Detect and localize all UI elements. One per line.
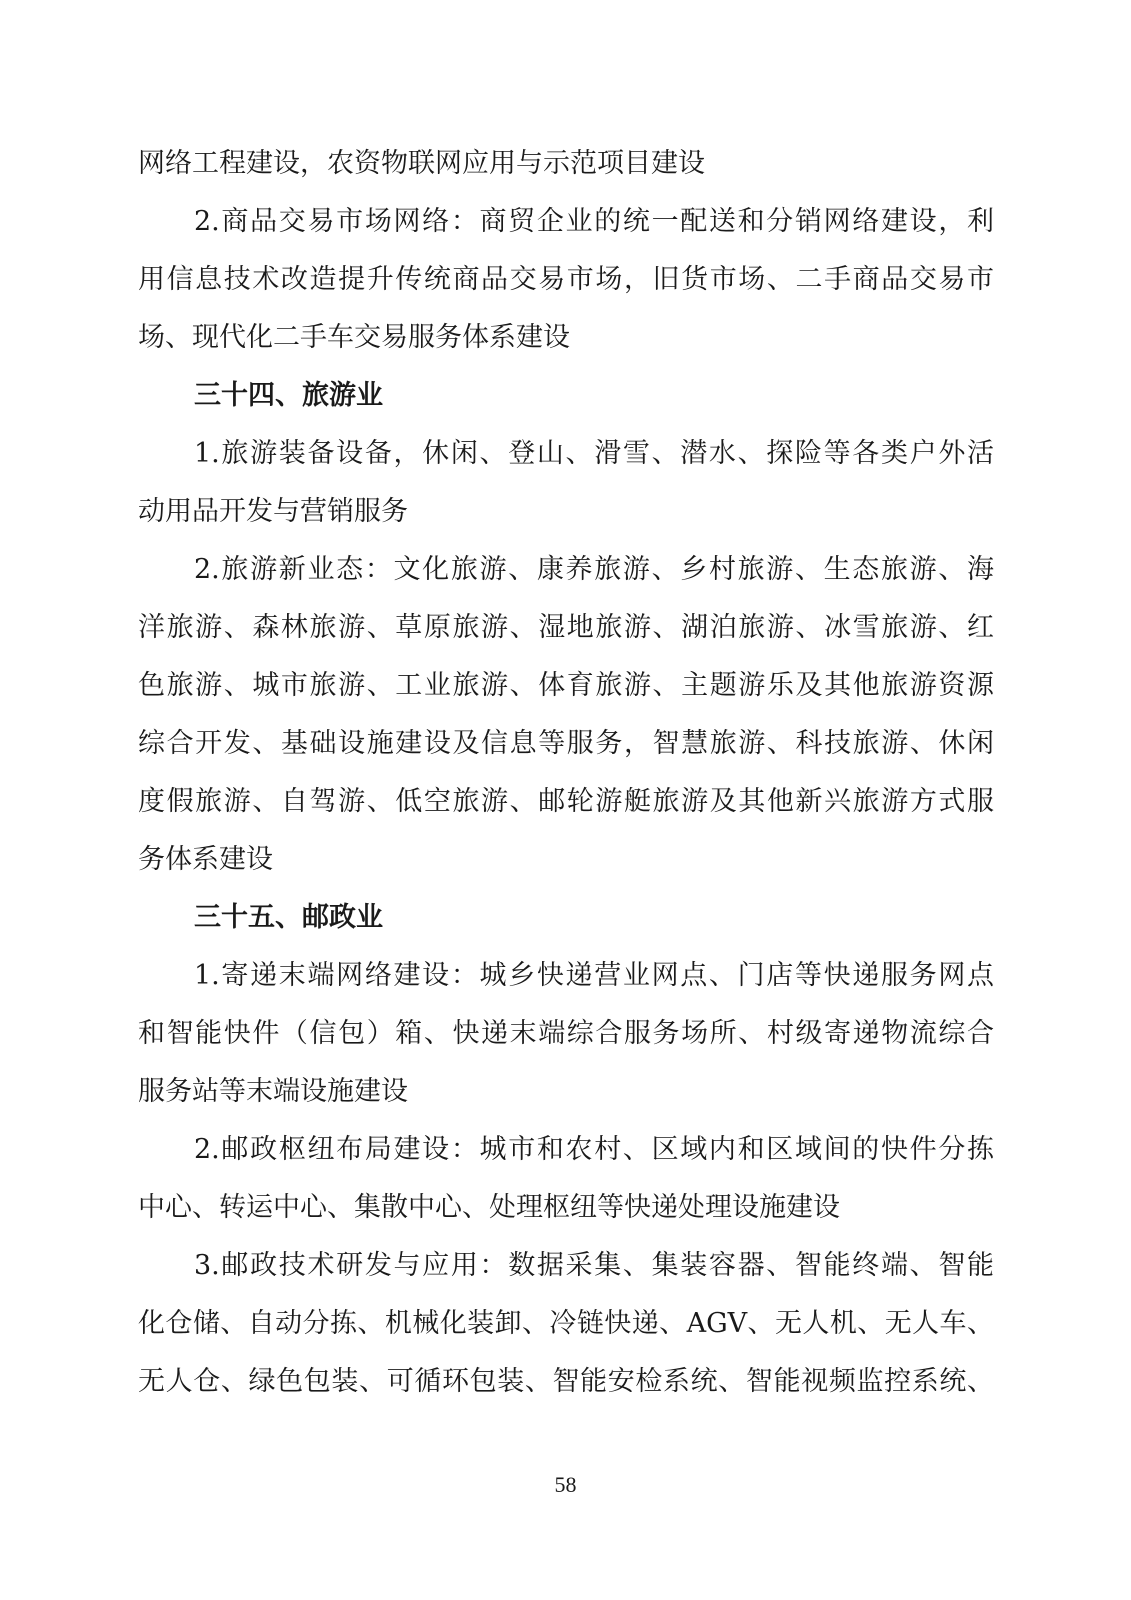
text-line: 务体系建设 <box>138 844 273 875</box>
text-line: 度假旅游、自驾游、低空旅游、邮轮游艇旅游及其他新兴旅游方式服 <box>138 786 994 817</box>
text-line: 综合开发、基础设施建设及信息等服务，智慧旅游、科技旅游、休闲 <box>138 728 994 759</box>
section-heading-postal: 三十五、邮政业 <box>194 902 383 933</box>
text-line: 服务站等末端设施建设 <box>138 1076 408 1107</box>
text-line: 化仓储、自动分拣、机械化装卸、冷链快递、AGV、无人机、无人车、 <box>138 1308 994 1339</box>
text-line: 场、现代化二手车交易服务体系建设 <box>138 322 570 353</box>
text-line: 中心、转运中心、集散中心、处理枢纽等快递处理设施建设 <box>138 1192 840 1223</box>
text-line: 色旅游、城市旅游、工业旅游、体育旅游、主题游乐及其他旅游资源 <box>138 670 994 701</box>
text-line: 网络工程建设，农资物联网应用与示范项目建设 <box>138 148 705 179</box>
section-heading-tourism: 三十四、旅游业 <box>194 380 383 411</box>
paragraph-start-line: 1.寄递末端网络建设：城乡快递营业网点、门店等快递服务网点 <box>194 960 994 991</box>
text-line: 和智能快件（信包）箱、快递末端综合服务场所、村级寄递物流综合 <box>138 1018 994 1049</box>
paragraph-start-line: 1.旅游装备设备，休闲、登山、滑雪、潜水、探险等各类户外活 <box>194 438 994 469</box>
paragraph-start-line: 2.商品交易市场网络：商贸企业的统一配送和分销网络建设，利 <box>194 206 994 237</box>
text-line: 动用品开发与营销服务 <box>138 496 408 527</box>
paragraph-start-line: 3.邮政技术研发与应用：数据采集、集装容器、智能终端、智能 <box>194 1250 994 1281</box>
document-page <box>138 0 994 1600</box>
paragraph-start-line: 2.旅游新业态：文化旅游、康养旅游、乡村旅游、生态旅游、海 <box>194 554 994 585</box>
text-line: 用信息技术改造提升传统商品交易市场，旧货市场、二手商品交易市 <box>138 264 994 295</box>
text-line: 无人仓、绿色包装、可循环包装、智能安检系统、智能视频监控系统、 <box>138 1366 994 1397</box>
paragraph-start-line: 2.邮政枢纽布局建设：城市和农村、区域内和区域间的快件分拣 <box>194 1134 994 1165</box>
text-line: 洋旅游、森林旅游、草原旅游、湿地旅游、湖泊旅游、冰雪旅游、红 <box>138 612 994 643</box>
page-number: 58 <box>554 1472 577 1497</box>
